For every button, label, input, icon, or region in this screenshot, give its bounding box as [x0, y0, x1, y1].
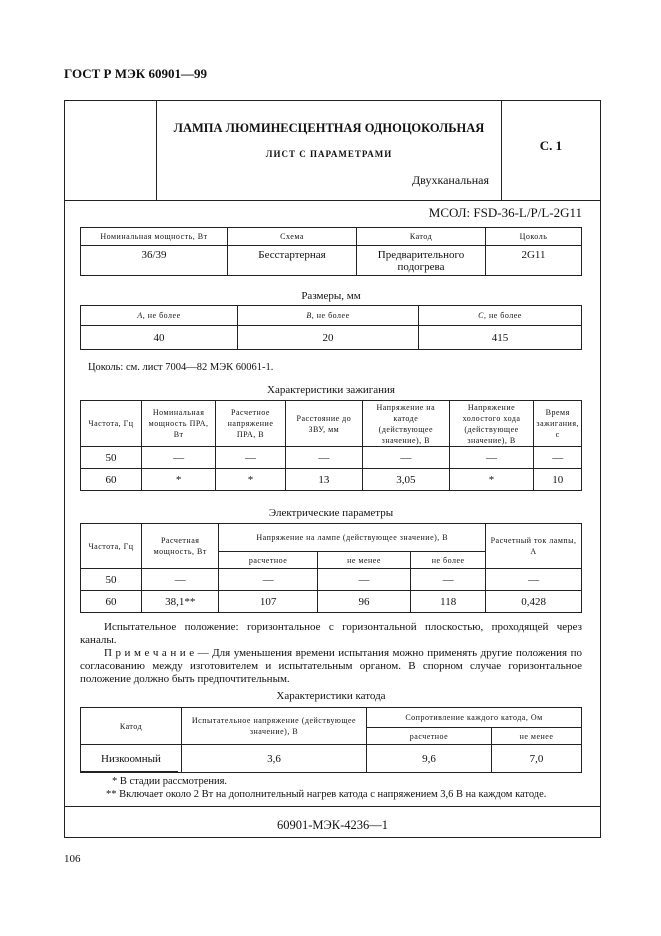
header-el-voltage: Напряжение на лампе (действующее значение), В — [219, 524, 486, 552]
note-paragraph: П р и м е ч а н и е — Для уменьшения времени испытания можно применять другие положения по согласованию между изготовителем и испытательным органом. В спорном случае горизонтальное положение должно быть предпочтительным. — [80, 647, 582, 685]
header-power: Номинальная мощность, Вт — [81, 228, 228, 246]
cell-base: 2G11 — [486, 246, 582, 276]
cell-dim-c: 415 — [419, 326, 582, 350]
el-cell: — — [142, 569, 219, 591]
page-number: 106 — [64, 853, 81, 865]
ign-cell: — — [534, 447, 582, 469]
main-parameters-table — [80, 227, 582, 276]
header-cat-min: не менее — [492, 728, 582, 745]
ign-cell: * — [216, 469, 285, 491]
document-title: ЛАМПА ЛЮМИНЕСЦЕНТНАЯ ОДНОЦОКОЛЬНАЯ — [173, 121, 485, 135]
ign-cell: — — [216, 447, 285, 469]
electrical-caption: Электрические параметры — [268, 507, 394, 519]
cell-scheme: Бесстартерная — [228, 246, 357, 276]
ign-cell: — — [141, 447, 215, 469]
header-cat-rated: расчетное — [367, 728, 492, 745]
cell-dim-a: 40 — [81, 326, 238, 350]
ign-cell: 3,05 — [363, 469, 450, 491]
header-dim-b: B, не более — [238, 306, 419, 326]
el-cell: 107 — [219, 591, 317, 613]
cell-cathode: Предварительного подогрева — [357, 246, 486, 276]
footer-divider — [64, 806, 601, 807]
header-ign-time: Время зажигания, с — [534, 401, 582, 447]
cat-cell: 7,0 — [492, 745, 582, 773]
ign-cell: 50 — [81, 447, 142, 469]
designation: МСОЛ: FSD-36-L/P/L-2G11 — [428, 205, 582, 220]
ignition-caption: Характеристики зажигания — [267, 384, 395, 396]
dimensions-caption: Размеры, мм — [301, 290, 361, 302]
header-base: Цоколь — [486, 228, 582, 246]
header-cat-type: Катод — [81, 708, 182, 745]
el-cell: — — [219, 569, 317, 591]
ign-cell: * — [449, 469, 534, 491]
cathode-table — [80, 707, 582, 773]
header-cathode: Катод — [357, 228, 486, 246]
ign-cell: 10 — [534, 469, 582, 491]
ign-cell: — — [285, 447, 362, 469]
cat-cell: 3,6 — [182, 745, 367, 773]
ign-cell: 60 — [81, 469, 142, 491]
el-cell: — — [317, 569, 410, 591]
header-ign-cathode-voltage: Напряжение на катоде (действующее значение), В — [363, 401, 450, 447]
header-divider — [64, 200, 601, 201]
header-ign-freq: Частота, Гц — [81, 401, 142, 447]
base-note: Цоколь: см. лист 7004—82 МЭК 60061-1. — [88, 362, 274, 373]
el-cell: — — [486, 569, 582, 591]
header-el-min: не менее — [317, 552, 410, 569]
el-cell: 96 — [317, 591, 410, 613]
header-el-rated: расчетное — [219, 552, 317, 569]
header-el-freq: Частота, Гц — [81, 524, 142, 569]
footnote-2: ** Включает около 2 Вт на дополнительный нагрев катода с напряжением 3,6 В на каждом катоде. — [106, 789, 547, 800]
header-cat-test-voltage: Испытательное напряжение (действующее значение), В — [182, 708, 367, 745]
ignition-table — [80, 400, 582, 491]
header-ign-distance: Расстояние до ЗВУ, мм — [285, 401, 362, 447]
cell-power: 36/39 — [81, 246, 228, 276]
document-subtitle: ЛИСТ С ПАРАМЕТРАМИ — [265, 149, 393, 159]
el-cell: 38,1** — [142, 591, 219, 613]
dimensions-table — [80, 305, 582, 350]
cell-dim-b: 20 — [238, 326, 419, 350]
lamp-type: Двухканальная — [412, 173, 489, 187]
header-dim-c: C, не более — [419, 306, 582, 326]
note-label: П р и м е ч а н и е — [104, 647, 195, 659]
el-cell: — — [411, 569, 486, 591]
standard-number: ГОСТ Р МЭК 60901—99 — [64, 66, 207, 81]
cathode-caption: Характеристики катода — [276, 690, 386, 702]
ign-cell: * — [141, 469, 215, 491]
cat-cell: 9,6 — [367, 745, 492, 773]
footer-code: 60901-МЭК-4236—1 — [276, 818, 389, 832]
ign-cell: — — [363, 447, 450, 469]
header-scheme: Схема — [228, 228, 357, 246]
header-left-cell — [64, 100, 157, 201]
el-cell: 118 — [411, 591, 486, 613]
footnote-1: * В стадии рассмотрения. — [112, 776, 228, 787]
sheet-number: С. 1 — [539, 138, 563, 153]
ign-cell: 13 — [285, 469, 362, 491]
header-ign-ballast-power: Номинальная мощность ПРА, Вт — [141, 401, 215, 447]
test-position-paragraph: Испытательное положение: горизонтальное с горизонтальной плоскостью, проходящей через каналы. — [80, 621, 582, 646]
header-ign-open-circuit: Напряжение холостого хода (действующее значение), В — [449, 401, 534, 447]
el-cell: 50 — [81, 569, 142, 591]
ign-cell: — — [449, 447, 534, 469]
footnote-separator — [80, 771, 178, 772]
el-cell: 60 — [81, 591, 142, 613]
header-el-current: Расчетный ток лампы, А — [486, 524, 582, 569]
electrical-table — [80, 523, 582, 613]
cat-cell: Низкоомный — [81, 745, 182, 773]
header-el-power: Расчетная мощность, Вт — [142, 524, 219, 569]
header-dim-a: A, не более — [81, 306, 238, 326]
header-el-max: не более — [411, 552, 486, 569]
header-cat-resistance: Сопротивление каждого катода, Ом — [367, 708, 582, 728]
header-ign-ballast-voltage: Расчетное напряжение ПРА, В — [216, 401, 285, 447]
el-cell: 0,428 — [486, 591, 582, 613]
